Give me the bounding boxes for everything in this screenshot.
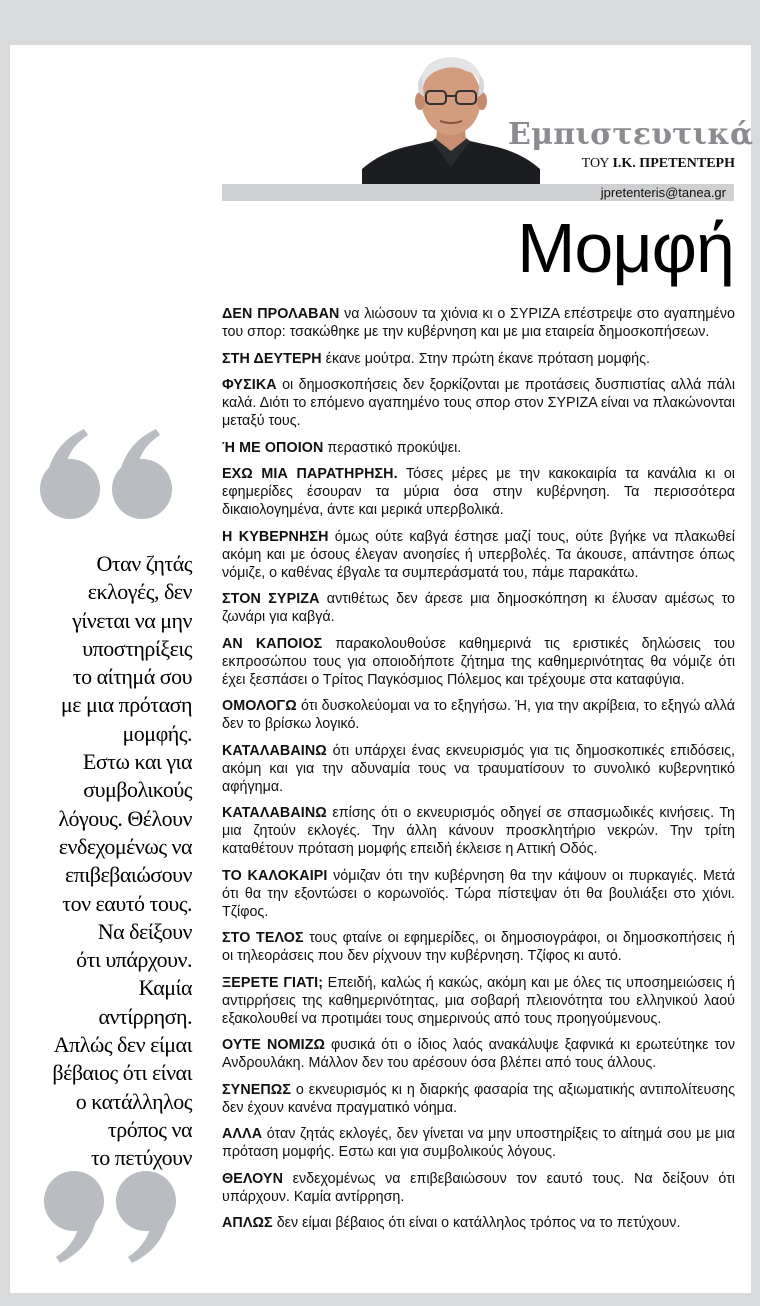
article-paragraph <box>222 376 735 430</box>
pull-quote <box>30 550 192 1173</box>
pull-quote-line: συμβολικούς <box>83 777 192 803</box>
article-paragraph <box>222 697 735 733</box>
paragraph-lead: ΚΑΤΑΛΑΒΑΙΝΩ <box>222 805 327 821</box>
paragraph-text: οι δημοσκοπήσεις δεν ξορκίζονται με προτάσεις δυσπιστίας αλλά πάλι καλά. Διότι το επόμενο αγαπημένο τους σπορ στον ΣΥΡΙΖΑ είναι να πλακώνονται μεταξύ τους. <box>222 377 735 429</box>
paragraph-text: έκανε μούτρα. Στην πρώτη έκανε πρόταση μομφής. <box>321 350 650 367</box>
paragraph-lead: ΘΕΛΟΥΝ <box>222 1170 283 1187</box>
paragraph-text: νόμιζαν ότι την κυβέρνηση θα την κάψουν οι πυρκαγιές. Μετά ότι θα την εξοντώσει ο κορωνοϊός. Τώρα πίστεψαν ότι θα βουλιάξει στο χιόνι. Τζίφος. <box>222 867 735 920</box>
email-bar <box>222 184 734 201</box>
close-quote-icon <box>38 1157 178 1267</box>
paragraph-lead: Ή ΜΕ ΟΠΟΙΟΝ <box>222 439 324 456</box>
pull-quote-line: με μια πρόταση <box>60 692 192 718</box>
byline-prefix: ΤΟΥ <box>581 156 609 171</box>
paragraph-lead: ΣΤΗ ΔΕΥΤΕΡΗ <box>222 350 322 367</box>
paragraph-text: δεν είμαι βέβαιος ότι είναι ο κατάλληλος τρόπος να το πετύχουν. <box>272 1215 681 1231</box>
pull-quote-line: τον εαυτό τους. <box>62 890 192 916</box>
paragraph-lead: Η ΚΥΒΕΡΝΗΣΗ <box>222 528 329 545</box>
pull-quote-line: Να δείξουν <box>97 918 192 944</box>
pull-quote-line: ενδεχομένως να <box>58 833 192 859</box>
paragraph-lead: ΑΛΛΑ <box>222 1126 263 1142</box>
paragraph-lead: ΞΕΡΕΤΕ ΓΙΑΤΙ; <box>222 974 324 991</box>
article-paragraph <box>222 590 735 626</box>
paragraph-lead: ΟΜΟΛΟΓΩ <box>222 698 297 714</box>
byline <box>530 156 735 172</box>
columnist-portrait <box>362 47 540 185</box>
paragraph-lead: ΣΥΝΕΠΩΣ <box>222 1081 292 1098</box>
paragraph-text: όταν ζητάς εκλογές, δεν γίνεται να μην υποστηρίξεις το αίτημά σου με μια πρόταση μομφής. Εστω και για συμβολικούς λόγους. <box>222 1126 735 1160</box>
paragraph-lead: ΕΧΩ ΜΙΑ ΠΑΡΑΤΗΡΗΣΗ. <box>222 466 398 482</box>
paragraph-text: να λιώσουν τα χιόνια κι ο ΣΥΡΙΖΑ επέστρεψε στο αγαπημένο του σπορ: τσακώθηκε με την κυβέρνηση και με μια εταιρεία δημοσκοπήσεων. <box>222 306 735 340</box>
paragraph-text: επίσης ότι ο εκνευρισμός οδηγεί σε σπασμωδικές κινήσεις. Τη μια ζητούν εκλογές. Την άλλη κάνουν προσκλητήριο νεκρών. Την τρίτη καταθέτουν πρόταση μομφής επειδή έκλεισε η Αττική Οδός. <box>222 805 735 857</box>
article-paragraph <box>222 1214 735 1232</box>
pull-quote-line: ο κατάλληλος <box>75 1088 192 1114</box>
paragraph-lead: ΔΕΝ ΠΡΟΛΑΒΑΝ <box>222 306 340 322</box>
pull-quote-line: λόγους. Θέλουν <box>58 805 192 831</box>
article-paragraph <box>222 804 735 858</box>
pull-quote-line: Εστω και για <box>82 749 192 775</box>
paragraph-text: ο εκνευρισμός κι η διαρκής φασαρία της αξιωματικής αντιπολίτευσης δεν έχουν κανένα πραγματικό νόημα. <box>222 1081 735 1116</box>
article-paragraph <box>222 867 735 921</box>
paragraph-text: περαστικό προκύψει. <box>323 439 462 456</box>
paragraph-lead: ΟΥΤΕ ΝΟΜΙΖΩ <box>222 1037 326 1053</box>
byline-author: Ι.Κ. ΠΡΕΤΕΝΤΕΡΗ <box>612 156 735 171</box>
paragraph-text: ενδεχομένως να επιβεβαιώσουν τον εαυτό τους. Να δείξουν ότι υπάρχουν. Καμία αντίρρηση. <box>222 1170 735 1205</box>
paragraph-lead: ΤΟ ΚΑΛΟΚΑΙΡΙ <box>222 867 328 884</box>
pull-quote-line: εκλογές, δεν <box>87 579 192 605</box>
open-quote-icon <box>38 425 178 535</box>
pull-quote-line: επιβεβαιώσουν <box>64 862 192 888</box>
pull-quote-line: Οταν ζητάς <box>96 551 192 576</box>
headline: Μομφή <box>517 209 734 287</box>
article-paragraph <box>222 1170 735 1206</box>
pull-quote-line: αντίρρηση. <box>98 1003 192 1029</box>
paragraph-text: Επειδή, καλώς ή κακώς, ακόμη και με όλες τις υποσημειώσεις ή αντιρρήσεις της καθημερινότητας, μια σοβαρή πλειονότητα του ελληνικού λαού εξακολουθεί να προτιμάει τους σημερινούς από τους προηγούμενους. <box>222 974 735 1027</box>
pull-quote-line: τρόπος να <box>107 1116 192 1142</box>
paragraph-text: παρακολουθούσε καθημερινά τις εριστικές δηλώσεις του εκπροσώπου τους για οποιοδήποτε ζήτημα της καθημερινότητας θα νόμιζε ότι έχει ξεσπάσει ο Τρίτος Παγκόσμιος Πόλεμος και τρέχουμε στα καταφύγια. <box>222 635 735 688</box>
pull-quote-line: υποστηρίξεις <box>82 635 192 661</box>
paragraph-lead: ΑΝ ΚΑΠΟΙΟΣ <box>222 635 323 652</box>
paragraph-lead: ΚΑΤΑΛΑΒΑΙΝΩ <box>222 742 327 759</box>
paragraph-lead: ΣΤΟΝ ΣΥΡΙΖΑ <box>222 591 320 607</box>
pull-quote-line: Απλώς δεν είμαι <box>53 1032 192 1058</box>
pull-quote-line: βέβαιος ότι είναι <box>52 1060 192 1086</box>
article-paragraph <box>222 350 735 368</box>
newspaper-page <box>10 45 754 1293</box>
article-paragraph <box>222 1125 735 1161</box>
pull-quote-line: το αίτημά σου <box>72 664 192 690</box>
pull-quote-line: το πετύχουν <box>90 1145 192 1171</box>
article-paragraph <box>222 635 735 689</box>
pull-quote-line: Καμία <box>138 975 192 1001</box>
article-paragraph <box>222 974 735 1028</box>
article-paragraph <box>222 528 735 582</box>
paragraph-text: αντιθέτως δεν άρεσε μια δημοσκόπηση κι έλυσαν αμέσως το ζωνάρι για καβγά. <box>222 591 735 625</box>
paragraph-text: ότι δυσκολεύομαι να το εξηγήσω. Ή, για την ακρίβεια, το εξηγώ αλλά δεν το βρίσκω λογικό. <box>222 698 735 732</box>
paragraph-text: όμως ούτε καβγά έστησε μαζί τους, ούτε βγήκε να πλακωθεί ακόμη και με όσους έλεγαν ανοησίες ή υπερβολές. Τα άκουσε, απάντησε όπως νόμιζε, ο καθένας έβγαλε τα συμπεράσματά του, πάμε παρακάτω. <box>222 528 735 581</box>
article-paragraph <box>222 742 735 796</box>
paragraph-text: Τόσες μέρες με την κακοκαιρία τα κανάλια κι οι εφημερίδες έσουραν τα μύρια όσα στην κυβέρνηση. Τα περισσότερα δικαιολογημένα, άντε και μερικά υπερβολικά. <box>222 466 735 518</box>
article-paragraph <box>222 1036 735 1072</box>
pull-quote-line: γίνεται να μην <box>72 607 192 633</box>
article-paragraph <box>222 1081 735 1117</box>
paragraph-lead: ΑΠΛΩΣ <box>222 1215 273 1231</box>
paragraph-text: ότι υπάρχει ένας εκνευρισμός για τις δημοσκοπικές επιδόσεις, ακόμη και για την αδυναμία τους να τραυματίσουν το συνολικό κυβερνητικό αφήγημα. <box>222 742 735 795</box>
pull-quote-line: μομφής. <box>122 720 192 746</box>
paragraph-lead: ΣΤΟ ΤΕΛΟΣ <box>222 930 304 946</box>
paragraph-text: τους φταίνε οι εφημερίδες, οι δημοσιογράφοι, οι δημοσκοπήσεις ή οι τηλεοράσεις που δεν ρίχνουν την κυβέρνηση. Τζίφος κι αυτό. <box>222 930 735 964</box>
paragraph-lead: ΦΥΣΙΚΑ <box>222 377 277 393</box>
paragraph-text: φυσικά ότι ο ίδιος λαός ανακάλυψε ξαφνικά κι ερωτεύτηκε τον Ανδρουλάκη. Μάλλον δεν του αρέσουν όσα βλέπει από τους άλλους. <box>222 1037 735 1071</box>
article-body <box>222 305 735 1241</box>
article-paragraph <box>222 929 735 965</box>
article-paragraph <box>222 465 735 519</box>
article-paragraph <box>222 305 735 341</box>
column-name: Εμπιστευτικά <box>508 117 754 152</box>
author-email[interactable]: jpretenteris@tanea.gr <box>600 185 726 200</box>
article-paragraph <box>222 439 735 457</box>
pull-quote-line: ότι υπάρχουν. <box>76 947 192 973</box>
